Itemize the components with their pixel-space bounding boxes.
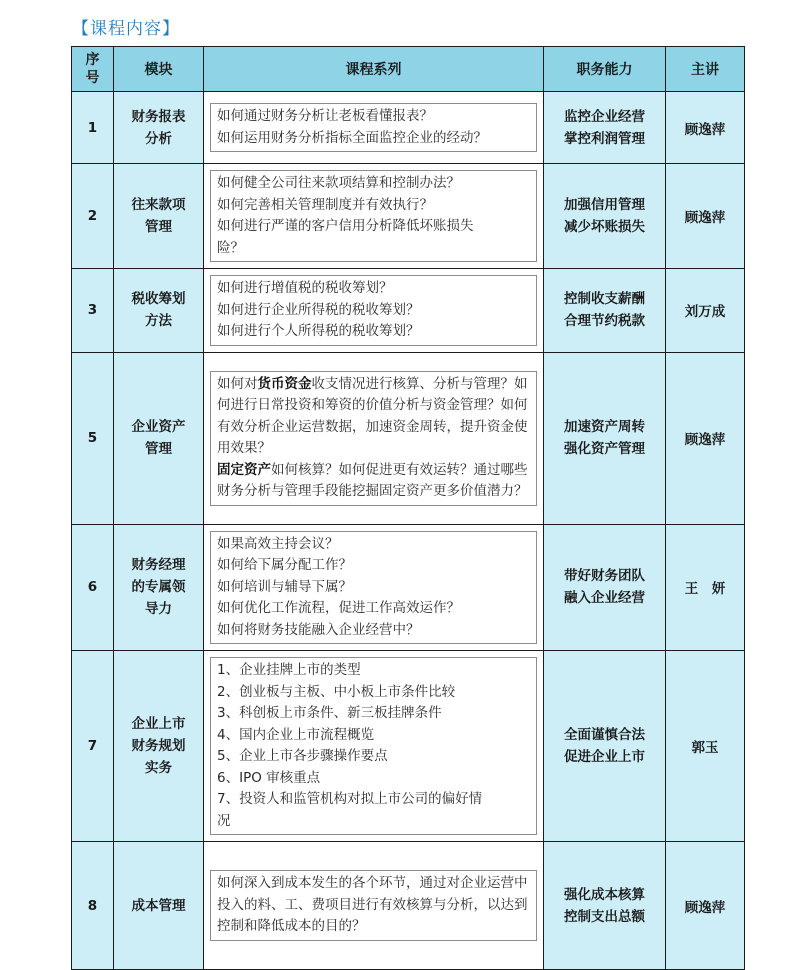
series-text: 如何核算？如何促进更有效运转？通过哪些财务分析与管理手段能挖掘固定资产更多价值潜力？ xyxy=(217,461,528,499)
ability-line: 控制支出总额 xyxy=(564,908,645,925)
row-module xyxy=(114,651,204,842)
series-line: 如何进行严谨的客户信用分析降低坏账损失 xyxy=(217,218,474,234)
row-series xyxy=(204,524,544,651)
ability-line: 加速资产周转 xyxy=(564,419,645,435)
row-number: 6 xyxy=(72,524,114,651)
course-table xyxy=(71,46,745,970)
module-line: 成本管理 xyxy=(131,897,186,914)
module-line: 往来款项 xyxy=(131,197,186,213)
series-line: 如何完善相关管理制度并有效执行？ xyxy=(217,196,433,213)
row-lecturer: 顾逸萍 xyxy=(666,164,745,269)
row-lecturer: 顾逸萍 xyxy=(666,842,745,970)
row-ability xyxy=(544,651,666,842)
table-row xyxy=(72,651,745,842)
series-line: 如何健全公司往来款项结算和控制办法？ xyxy=(217,175,460,191)
series-box xyxy=(210,531,537,645)
table-row xyxy=(72,842,745,970)
row-lecturer: 顾逸萍 xyxy=(666,92,745,164)
module-line: 的专属领 xyxy=(131,579,186,596)
series-line: 7、投资人和监管机构对拟上市公司的偏好情 xyxy=(217,791,483,807)
header-lecturer: 主讲 xyxy=(666,47,745,92)
row-module xyxy=(114,524,204,651)
row-module xyxy=(114,92,204,164)
series-paragraph xyxy=(217,374,530,460)
series-box xyxy=(210,371,537,506)
ability-line: 合理节约税款 xyxy=(564,313,645,330)
series-line: 如何将财务技能融入企业经营中？ xyxy=(217,621,420,638)
series-line: 如何运用财务分析指标全面监控企业的经动？ xyxy=(217,129,487,146)
row-number: 1 xyxy=(72,92,114,164)
ability-line: 控制收支薪酬 xyxy=(564,291,645,308)
row-ability xyxy=(544,352,666,524)
ability-line: 掌控利润管理 xyxy=(564,130,645,147)
ability-line: 带好财务团队 xyxy=(564,568,645,585)
series-line: 如何进行企业所得税的税收筹划？ xyxy=(217,301,420,318)
row-ability xyxy=(544,269,666,353)
header-series: 课程系列 xyxy=(204,47,544,92)
row-module xyxy=(114,164,204,269)
row-number: 3 xyxy=(72,269,114,353)
module-line: 管理 xyxy=(145,441,172,457)
module-line: 管理 xyxy=(145,219,172,235)
series-line: 如何培训与辅导下属？ xyxy=(217,578,352,595)
row-series xyxy=(204,352,544,524)
series-line: 况 xyxy=(217,812,231,829)
header-row xyxy=(72,47,745,92)
ability-line: 全面谨慎合法 xyxy=(564,727,645,743)
series-line: 1、企业挂牌上市的类型 xyxy=(217,662,361,678)
series-line: 如何通过财务分析让老板看懂报表？ xyxy=(217,108,433,124)
table-row xyxy=(72,92,745,164)
series-line: 3、科创板上市条件、新三板挂牌条件 xyxy=(217,705,442,721)
ability-line: 强化成本核算 xyxy=(564,886,645,903)
module-line: 财务经理 xyxy=(131,557,186,574)
row-ability xyxy=(544,164,666,269)
table-row xyxy=(72,164,745,269)
ability-line: 加强信用管理 xyxy=(564,197,645,213)
module-line: 财务报表 xyxy=(131,108,186,125)
module-line: 企业上市 xyxy=(131,716,186,732)
row-module xyxy=(114,842,204,970)
row-ability xyxy=(544,92,666,164)
header-seq: 序 号 xyxy=(72,47,114,92)
header-module: 模块 xyxy=(114,47,204,92)
row-lecturer: 顾逸萍 xyxy=(666,352,745,524)
series-line: 5、企业上市各步骤操作要点 xyxy=(217,748,388,764)
series-line: 如何进行个人所得税的税收筹划？ xyxy=(217,323,420,339)
series-line: 如果高效主持会议？ xyxy=(217,535,339,552)
series-box xyxy=(210,170,537,262)
row-lecturer: 王 妍 xyxy=(666,524,745,651)
series-line: 如何优化工作流程，促进工作高效运作？ xyxy=(217,600,460,616)
ability-line: 减少坏账损失 xyxy=(564,219,645,235)
series-text: 如何对 xyxy=(217,375,258,392)
row-module xyxy=(114,269,204,353)
row-number: 8 xyxy=(72,842,114,970)
ability-line: 强化资产管理 xyxy=(564,441,645,457)
table-row xyxy=(72,524,745,651)
series-box xyxy=(210,657,537,835)
series-line: 如何进行增值税的税收筹划？ xyxy=(217,280,393,296)
module-line: 分析 xyxy=(145,130,172,147)
row-lecturer: 刘万成 xyxy=(666,269,745,353)
ability-line: 融入企业经营 xyxy=(564,590,645,607)
header-ability: 职务能力 xyxy=(544,47,666,92)
module-line: 导力 xyxy=(145,601,172,618)
series-line: 险？ xyxy=(217,239,244,256)
series-line: 如何给下属分配工作？ xyxy=(217,557,352,573)
ability-line: 监控企业经营 xyxy=(564,108,645,125)
row-series xyxy=(204,164,544,269)
row-series xyxy=(204,842,544,970)
series-keyword: 固定资产 xyxy=(217,461,271,478)
module-line: 财务规划 xyxy=(131,738,186,754)
series-box xyxy=(210,103,537,152)
row-series xyxy=(204,651,544,842)
series-box xyxy=(210,275,537,346)
series-text: 收支情况进行核算、分析与管理？如何进行日常投资和筹资的价值分析与资金管理？如何有效分析企业运营数据，加速资金周转，提升资金使用效果？ xyxy=(217,375,528,456)
series-line: 2、创业板与主板、中小板上市条件比较 xyxy=(217,683,456,700)
series-keyword: 货币资金 xyxy=(257,375,312,392)
row-number: 2 xyxy=(72,164,114,269)
section-heading: 【课程内容】 xyxy=(72,19,180,39)
series-box xyxy=(210,870,537,941)
module-line: 方法 xyxy=(145,313,172,330)
row-module xyxy=(114,352,204,524)
ability-line: 促进企业上市 xyxy=(564,749,645,765)
series-paragraph: 如何深入到成本发生的各个环节，通过对企业运营中投入的料、工、费项目进行有效核算与分析，以达到控制和降低成本的目的？ xyxy=(217,875,528,935)
series-line: 6、IPO 审核重点 xyxy=(217,769,321,786)
row-series xyxy=(204,92,544,164)
series-line: 4、国内企业上市流程概览 xyxy=(217,726,375,743)
row-ability xyxy=(544,842,666,970)
series-paragraph xyxy=(217,460,530,503)
table-row xyxy=(72,269,745,353)
row-series xyxy=(204,269,544,353)
module-line: 企业资产 xyxy=(131,419,186,435)
table-row xyxy=(72,352,745,524)
module-line: 税收筹划 xyxy=(131,291,186,308)
row-number: 7 xyxy=(72,651,114,842)
row-lecturer: 郭玉 xyxy=(666,651,745,842)
module-line: 实务 xyxy=(145,760,172,776)
row-ability xyxy=(544,524,666,651)
row-number: 5 xyxy=(72,352,114,524)
